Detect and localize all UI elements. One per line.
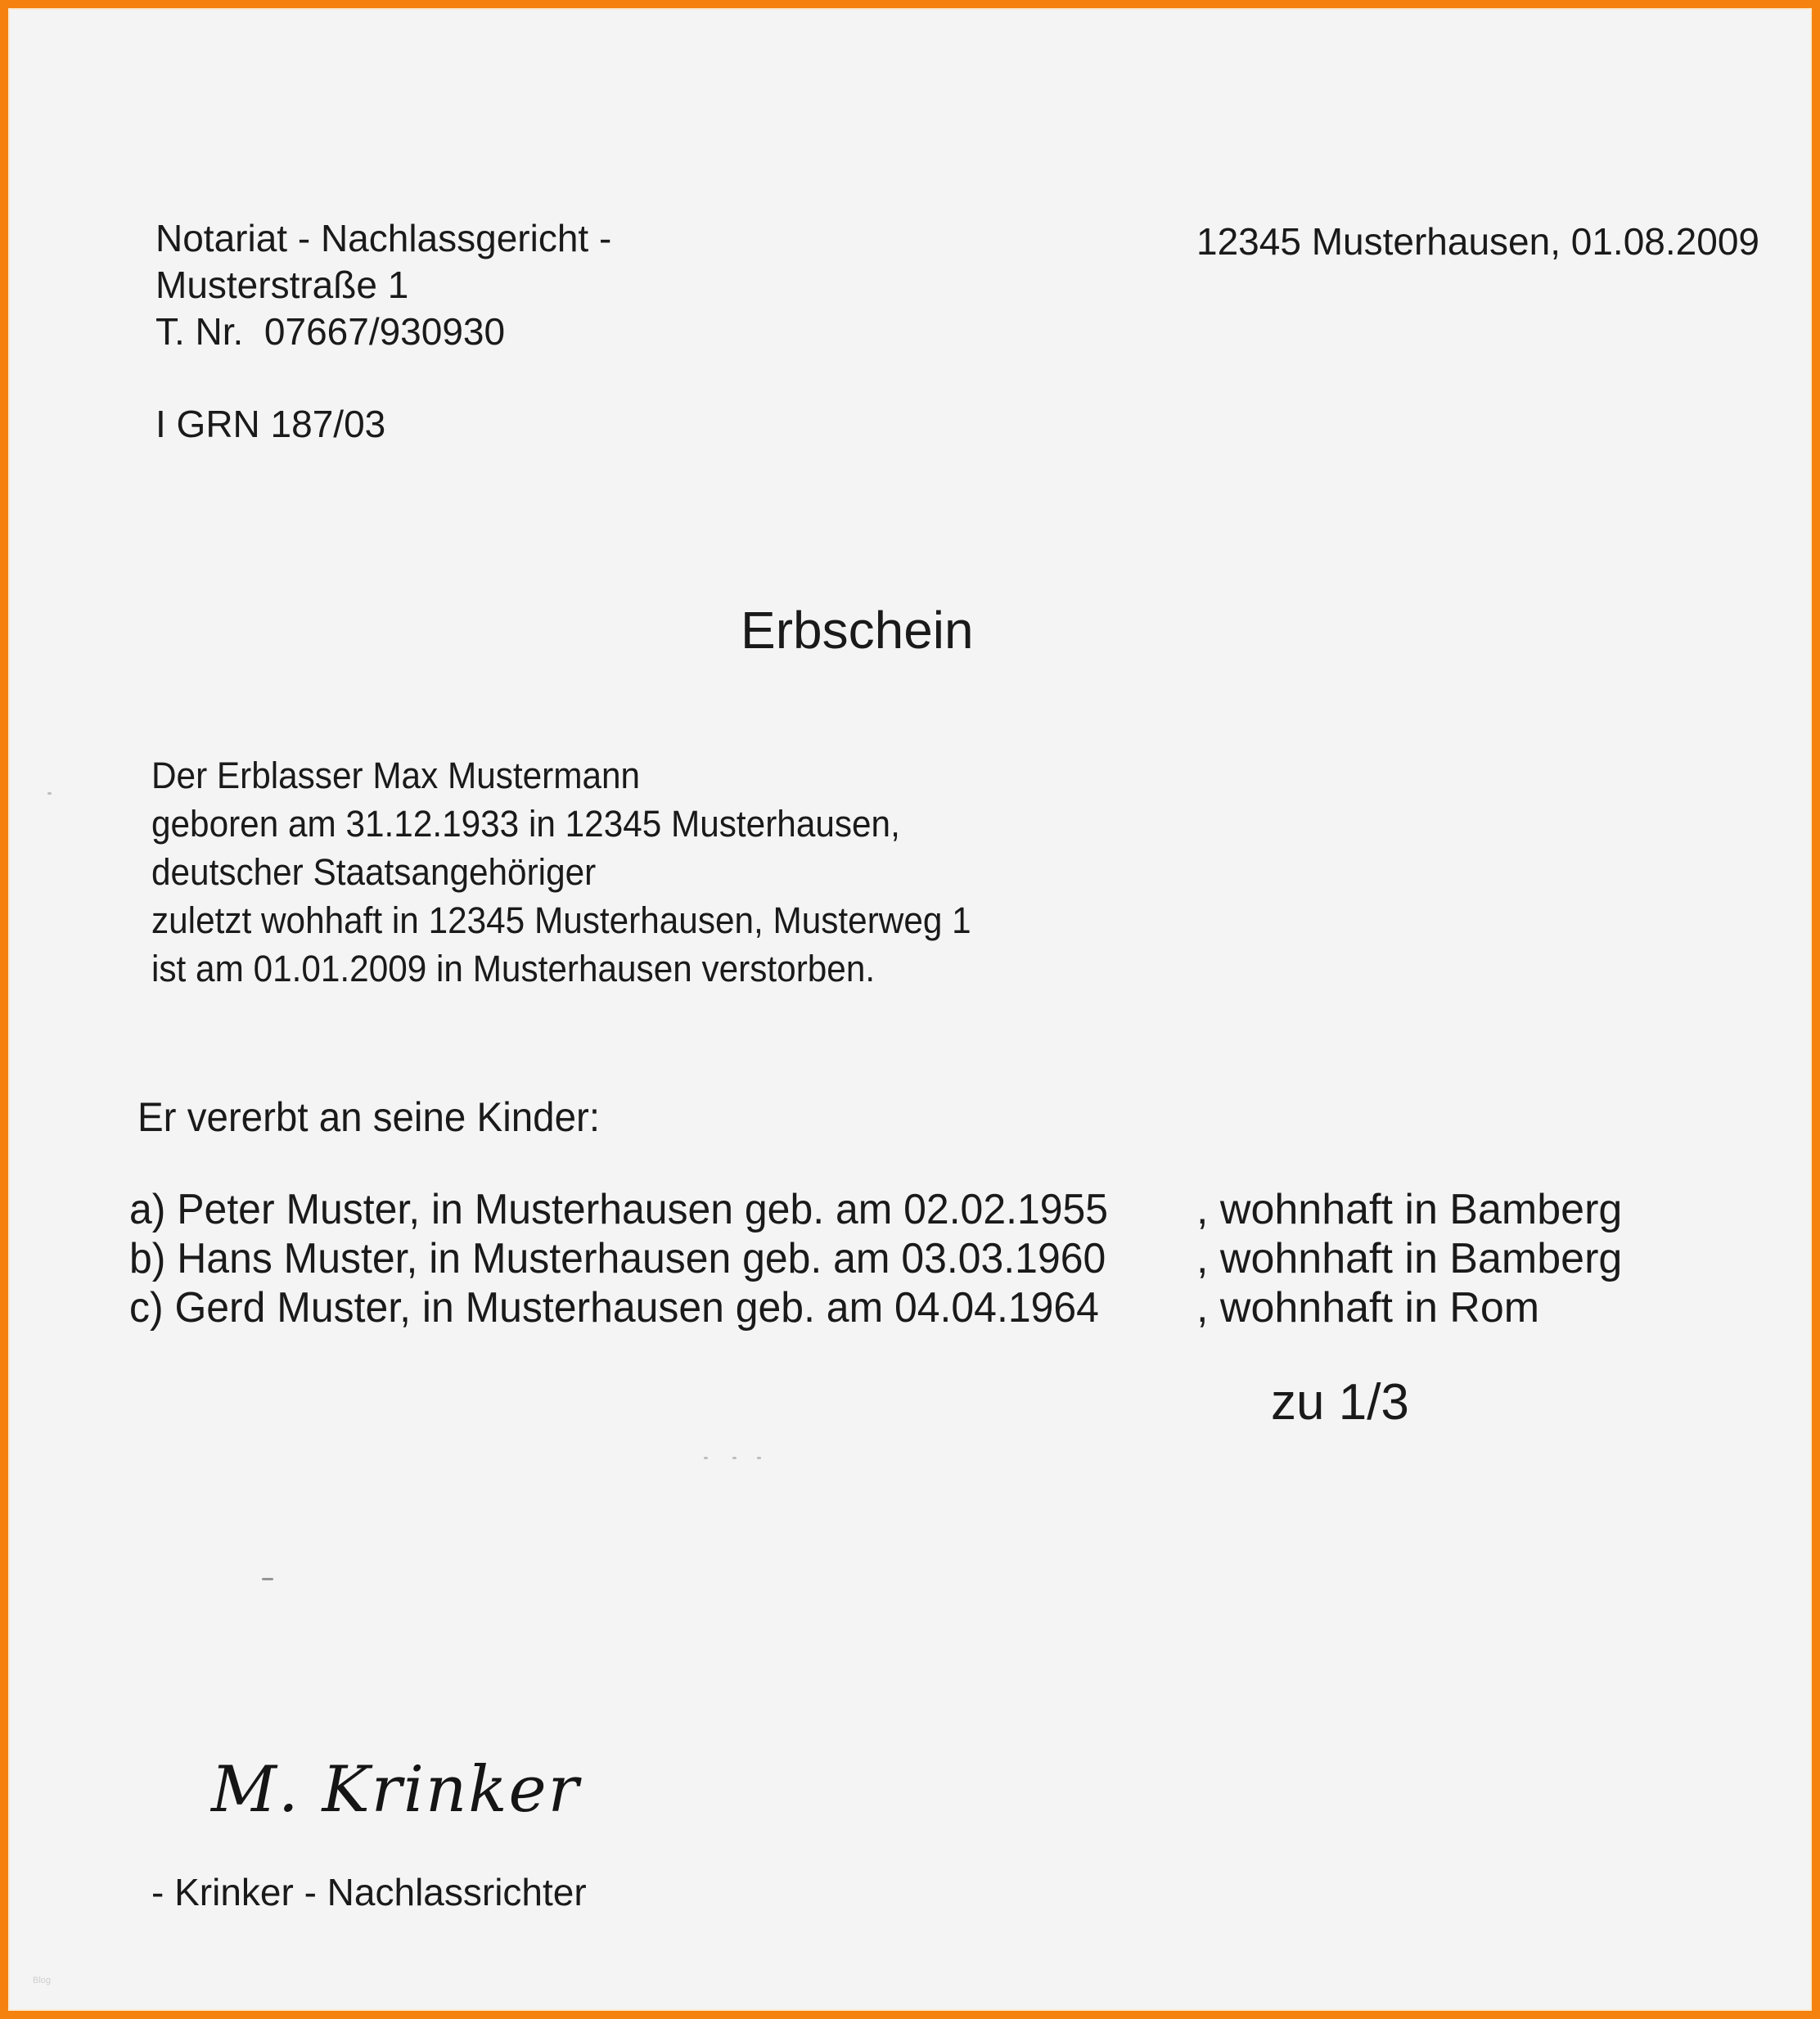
office-name: Notariat - Nachlassgericht - <box>155 217 612 259</box>
heirs-intro: Er vererbt an seine Kinder: <box>137 1094 601 1140</box>
office-street: Musterstraße 1 <box>155 264 409 306</box>
scan-speck <box>262 1578 273 1580</box>
document-title: Erbschein <box>741 601 974 660</box>
place-and-date: 12345 Musterhausen, 01.08.2009 <box>1196 220 1759 263</box>
scan-speck <box>757 1457 761 1459</box>
decedent-line-5: ist am 01.01.2009 in Musterhausen verstorben. <box>151 948 876 989</box>
case-reference: I GRN 187/03 <box>155 403 386 445</box>
heir-b: b) Hans Muster, in Musterhausen geb. am 03.03.1960 <box>129 1235 1106 1282</box>
scan-speck <box>732 1457 737 1459</box>
decedent-line-2: geboren am 31.12.1933 in 12345 Musterhausen, <box>151 803 900 845</box>
scan-speck <box>704 1457 708 1459</box>
decedent-line-3: deutscher Staatsangehöriger <box>151 851 597 893</box>
watermark: Blog <box>33 1976 52 1985</box>
signatory-name: - Krinker - Nachlassrichter <box>151 1871 587 1913</box>
heir-c: c) Gerd Muster, in Musterhausen geb. am 04.04.1964 <box>129 1284 1099 1332</box>
decedent-line-4: zuletzt wohhaft in 12345 Musterhausen, Musterweg 1 <box>151 899 971 941</box>
heir-a-residence: , wohnhaft in Bamberg <box>1196 1186 1623 1233</box>
heir-c-residence: , wohnhaft in Rom <box>1196 1284 1540 1332</box>
scan-speck <box>47 792 52 795</box>
judge-signature: M. Krinker <box>211 1753 580 1827</box>
inheritance-share: zu 1/3 <box>1271 1374 1409 1431</box>
heir-b-residence: , wohnhaft in Bamberg <box>1196 1235 1623 1282</box>
heir-a: a) Peter Muster, in Musterhausen geb. am 02.02.1955 <box>129 1186 1109 1233</box>
office-phone: T. Nr. 07667/930930 <box>155 310 506 353</box>
decedent-line-1: Der Erblasser Max Mustermann <box>151 755 641 796</box>
